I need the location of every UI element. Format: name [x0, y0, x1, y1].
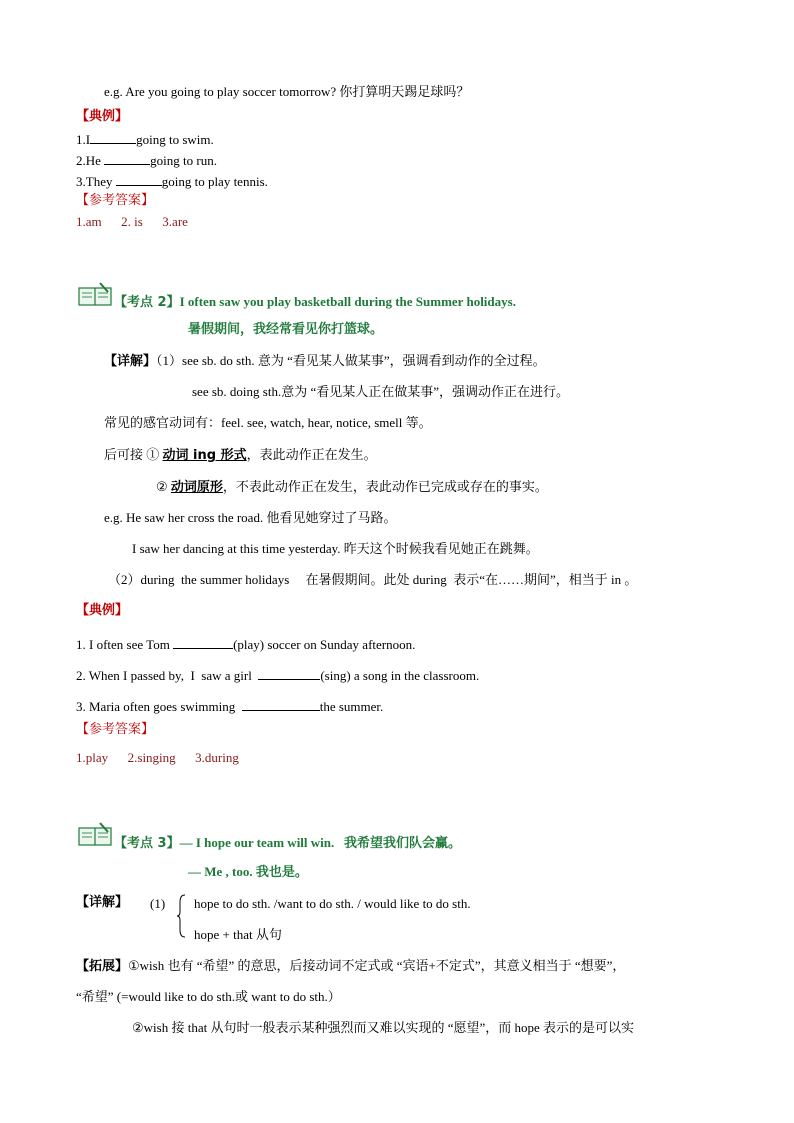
example-sentence: I saw her dancing at this time yesterday. 昨天这个时候我看见她正在跳舞。: [132, 541, 539, 556]
exercise-item: 2.He going to run.: [76, 153, 217, 168]
blank[interactable]: [258, 667, 320, 680]
example-sentence: e.g. Are you going to play soccer tomorrow? 你打算明天踢足球吗？: [104, 84, 470, 99]
key-point-subtitle: — Me , too. 我也是。: [188, 864, 308, 879]
key-point-title: 【考点 3】— I hope our team will win. 我希望我们队会赢。: [114, 835, 462, 851]
example-sentence: e.g. He saw her cross the road. 他看见她穿过了马路。: [104, 510, 397, 525]
extension-line: 【拓展】①wish 也有 “希望” 的意思，后接动词不定式或 “宾语+不定式”，其意义相当于 “想要”，: [76, 958, 626, 974]
detail-line: 【详解】（1）see sb. do sth. 意为 “看见某人做某事”，强调看到动作的全过程。: [104, 353, 546, 369]
answer-label: 【参考答案】: [76, 193, 155, 208]
exercise-item: 1. I often see Tom (play) soccer on Sunday afternoon.: [76, 637, 416, 652]
book-icon: [78, 822, 112, 846]
detail-line: hope to do sth. /want to do sth. / would like to do sth.: [194, 896, 471, 911]
detail-line: 后可接 ① 动词 ing 形式，表此动作正在发生。: [104, 447, 377, 463]
detail-line: hope + that 从句: [194, 927, 282, 942]
exercise-item: 1.I going to swim.: [76, 132, 214, 147]
detail-label: 【详解】: [76, 895, 129, 910]
brace-icon: [176, 894, 186, 938]
extension-line: ②wish 接 that 从句时一般表示某种强烈而又难以实现的 “愿望”，而 hope 表示的是可以实: [132, 1020, 635, 1035]
answers: 1.am 2. is 3.are: [76, 214, 188, 229]
blank[interactable]: [242, 698, 320, 711]
key-point-title: 【考点 2】I often saw you play basketball during the Summer holidays.: [114, 294, 516, 310]
exercise-item: 3. Maria often goes swimming the summer.: [76, 699, 384, 714]
extension-line: “希望” (=would like to do sth.或 want to do sth.）: [76, 989, 341, 1004]
detail-line: see sb. doing sth.意为 “看见某人正在做某事”，强调动作正在进行。: [192, 384, 569, 399]
blank[interactable]: [90, 131, 136, 144]
blank[interactable]: [173, 636, 233, 649]
blank[interactable]: [104, 152, 150, 165]
detail-line: ② 动词原形，不表此动作正在发生，表此动作已完成或存在的事实。: [156, 479, 548, 495]
exercise-item: 3.They going to play tennis.: [76, 174, 268, 189]
detail-number: (1): [150, 896, 166, 911]
example-label: 【典例】: [76, 109, 129, 124]
exercise-item: 2. When I passed by, I saw a girl (sing) a song in the classroom.: [76, 668, 480, 683]
book-icon: [78, 282, 112, 306]
detail-line: 常见的感官动词有：feel. see, watch, hear, notice, smell 等。: [104, 415, 432, 430]
answer-label: 【参考答案】: [76, 722, 155, 737]
answers: 1.play 2.singing 3.during: [76, 750, 239, 765]
blank[interactable]: [116, 173, 162, 186]
key-point-translation: 暑假期间，我经常看见你打篮球。: [188, 322, 384, 337]
detail-line: （2）during the summer holidays 在暑假期间。此处 during 表示“在……期间”，相当于 in 。: [108, 572, 638, 587]
example-label: 【典例】: [76, 603, 129, 618]
